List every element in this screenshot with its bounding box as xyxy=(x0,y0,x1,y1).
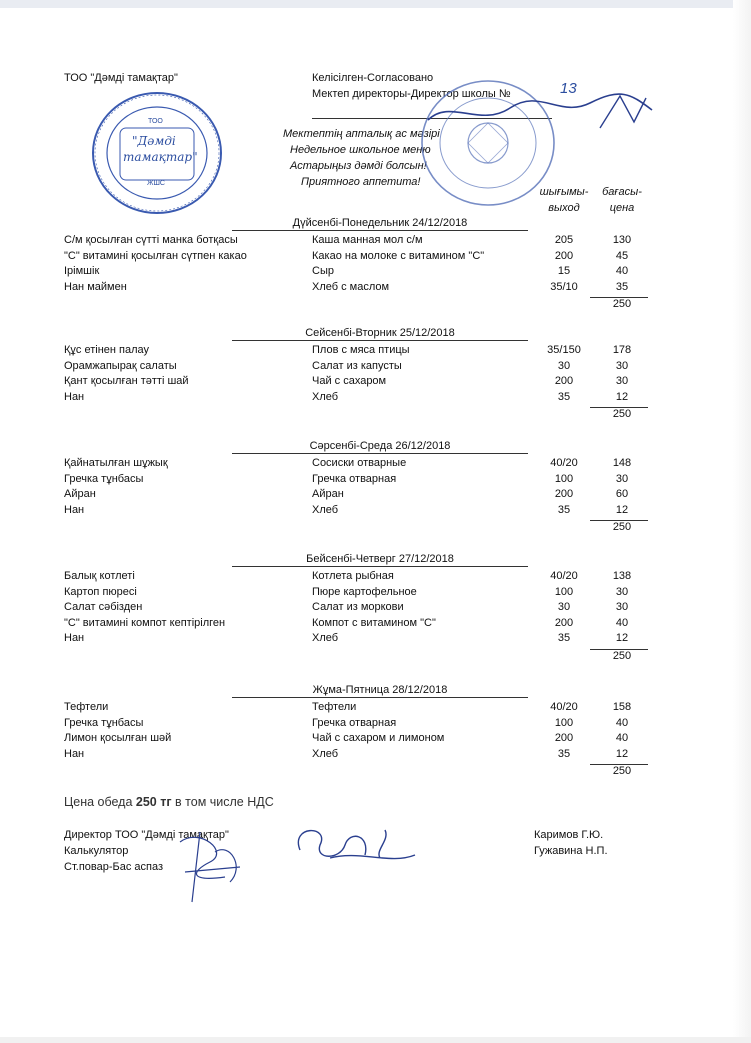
director-signature xyxy=(420,88,660,141)
price-note-bold: 250 тг xyxy=(135,795,172,809)
menu-item-kz: Нан xyxy=(64,632,85,644)
day-title: Бейсенбі-Четверг 27/12/2018 xyxy=(232,553,528,567)
menu-item-yield: 40/20 xyxy=(550,701,578,713)
menu-item-ru: Чай с сахаром xyxy=(312,375,387,387)
menu-item-yield: 200 xyxy=(554,488,574,500)
signer-director: Директор ТОО "Дәмді тамақтар" xyxy=(64,829,229,841)
menu-item-yield: 40/20 xyxy=(550,457,578,469)
menu-item-ru: Плов с мяса птицы xyxy=(312,344,410,356)
menu-item-kz: Нан xyxy=(64,503,85,516)
menu-item-price: 30 xyxy=(615,601,629,613)
menu-item-kz: Картоп пюресі xyxy=(64,585,137,598)
menu-item-yield: 35 xyxy=(557,747,571,760)
menu-item-ru: Гречка отварная xyxy=(312,716,397,729)
col-yield-kz: шығымы- xyxy=(539,186,589,198)
director-label: Мектеп директоры-Директор школы № xyxy=(312,88,511,100)
signer-cook: Ст.повар-Бас аспаз xyxy=(64,861,164,873)
menu-item-price: 45 xyxy=(615,249,629,262)
menu-item-yield: 40/20 xyxy=(550,570,578,582)
menu-item-yield: 100 xyxy=(554,472,574,485)
col-price-ru: цена xyxy=(609,202,635,214)
scan-bottom-edge xyxy=(0,1037,751,1043)
menu-item-kz: Гречка тұнбасы xyxy=(64,472,144,485)
menu-title-kz: Мектептің апталық ас мәзірі xyxy=(283,128,440,140)
menu-item-kz: Нан маймен xyxy=(64,280,127,293)
menu-item-ru: Чай с сахаром и лимоном xyxy=(312,732,445,744)
menu-item-ru: Каша манная мол с/м xyxy=(312,234,423,246)
menu-item-price: 12 xyxy=(615,632,629,644)
name-karimov: Каримов Г.Ю. xyxy=(534,829,604,841)
signer-calculator: Калькулятор xyxy=(64,845,129,857)
menu-item-price: 40 xyxy=(615,732,629,744)
day-total: 250 xyxy=(612,408,632,420)
menu-item-kz: Лимон қосылған шәй xyxy=(64,732,172,744)
stamp-name-line1: "Дәмді xyxy=(132,134,176,148)
menu-item-yield: 30 xyxy=(557,359,571,372)
menu-item-yield: 200 xyxy=(554,375,574,387)
menu-item-ru: Пюре картофельное xyxy=(312,585,417,598)
menu-item-yield: 200 xyxy=(554,732,574,744)
menu-item-yield: 205 xyxy=(554,234,574,246)
menu-item-price: 138 xyxy=(612,570,632,582)
menu-item-kz: Салат сәбізден xyxy=(64,601,143,613)
menu-item-price: 158 xyxy=(612,701,632,713)
menu-item-kz: Орамжапырақ салаты xyxy=(64,359,177,372)
menu-item-yield: 15 xyxy=(557,265,571,277)
school-number: 13 xyxy=(560,80,577,97)
menu-item-ru: Хлеб xyxy=(312,503,339,516)
menu-item-price: 40 xyxy=(615,265,629,277)
menu-item-yield: 35 xyxy=(557,390,571,403)
menu-item-price: 12 xyxy=(615,747,629,760)
menu-item-kz: Қайнатылған шұжық xyxy=(64,457,168,469)
menu-item-price: 148 xyxy=(612,457,632,469)
menu-item-yield: 35 xyxy=(557,632,571,644)
menu-item-ru: Хлеб xyxy=(312,747,339,760)
menu-item-yield: 100 xyxy=(554,585,574,598)
menu-item-ru: Хлеб с маслом xyxy=(312,280,390,293)
menu-item-ru: Салат из моркови xyxy=(312,601,404,613)
menu-item-price: 35 xyxy=(615,280,629,293)
price-note xyxy=(64,795,274,809)
menu-item-yield: 200 xyxy=(554,249,574,262)
menu-item-ru: Хлеб xyxy=(312,390,339,403)
company-stamp xyxy=(90,90,224,216)
menu-item-price: 12 xyxy=(615,503,629,516)
menu-item-ru: Компот с витамином "С" xyxy=(312,616,436,629)
menu-item-ru: Хлеб xyxy=(312,632,339,644)
stamp-name-line2: тамақтар" xyxy=(123,150,198,164)
menu-item-price: 30 xyxy=(615,375,629,387)
menu-item-yield: 35/150 xyxy=(547,344,581,356)
menu-title-ru: Недельное школьное меню xyxy=(290,144,431,156)
menu-item-kz: Құс етінен палау xyxy=(64,344,150,356)
director-company-signature xyxy=(290,820,430,878)
menu-item-ru: Котлета рыбная xyxy=(312,570,394,582)
price-note-prefix: Цена обеда xyxy=(64,795,136,809)
menu-item-price: 30 xyxy=(615,585,629,598)
menu-item-ru: Салат из капусты xyxy=(312,359,402,372)
menu-item-price: 30 xyxy=(615,359,629,372)
agreed-label: Келісілген-Согласовано xyxy=(312,72,434,84)
menu-item-ru: Сосиски отварные xyxy=(312,457,407,469)
day-total: 250 xyxy=(612,765,632,777)
menu-item-kz: Ірімшік xyxy=(64,265,100,277)
day-title: Сәрсенбі-Среда 26/12/2018 xyxy=(232,440,528,454)
day-total: 250 xyxy=(612,298,632,310)
menu-item-price: 12 xyxy=(615,390,629,403)
menu-item-kz: С/м қосылған сүтті манка ботқасы xyxy=(64,234,238,246)
menu-item-kz: Гречка тұнбасы xyxy=(64,716,144,729)
menu-item-price: 30 xyxy=(615,472,629,485)
day-total: 250 xyxy=(612,649,632,662)
menu-item-yield: 35 xyxy=(557,503,571,516)
menu-item-kz: Қант қосылған тәтті шай xyxy=(64,375,189,387)
menu-item-yield: 30 xyxy=(557,601,571,613)
col-price-kz: бағасы- xyxy=(602,186,642,198)
menu-item-price: 40 xyxy=(615,716,629,729)
menu-item-kz: Нан xyxy=(64,747,85,760)
menu-item-price: 178 xyxy=(612,344,632,356)
name-guzhavina: Гужавина Н.П. xyxy=(534,845,608,857)
menu-item-kz: "С" витамині компот кептірілген xyxy=(64,616,226,629)
wish-ru: Приятного аппетита! xyxy=(301,176,421,188)
stamp-zhshs: ЖШС xyxy=(147,180,165,187)
menu-item-yield: 200 xyxy=(554,616,574,629)
menu-item-yield: 100 xyxy=(554,716,574,729)
scan-right-edge xyxy=(733,0,751,1043)
menu-item-kz: Балық котлеті xyxy=(64,570,135,582)
price-note-suffix: в том числе НДС xyxy=(171,795,274,809)
menu-item-price: 40 xyxy=(615,616,629,629)
calculator-signature xyxy=(170,822,260,915)
col-yield-ru: выход xyxy=(548,202,580,214)
menu-item-ru: Гречка отварная xyxy=(312,472,397,485)
day-title: Сейсенбі-Вторник 25/12/2018 xyxy=(232,327,528,341)
menu-item-kz: "С" витамині қосылған сүтпен какао xyxy=(64,249,247,262)
menu-item-kz: Айран xyxy=(64,488,96,500)
scan-top-edge xyxy=(0,0,751,8)
menu-item-kz: Тефтели xyxy=(64,701,109,713)
stamp-too: ТОО xyxy=(148,118,163,125)
menu-item-ru: Сыр xyxy=(312,265,334,277)
menu-item-ru: Какао на молоке с витамином "С" xyxy=(312,249,485,262)
menu-item-kz: Нан xyxy=(64,390,85,403)
menu-item-yield: 35/10 xyxy=(550,280,578,293)
company-name: ТОО "Дәмді тамақтар" xyxy=(64,72,178,84)
wish-kz: Астарыңыз дәмді болсын! xyxy=(290,160,427,172)
day-title: Жұма-Пятница 28/12/2018 xyxy=(232,684,528,698)
menu-item-price: 60 xyxy=(615,488,629,500)
menu-item-ru: Тефтели xyxy=(312,701,357,713)
day-total: 250 xyxy=(612,521,632,533)
menu-item-ru: Айран xyxy=(312,488,344,500)
day-title: Дүйсенбі-Понедельник 24/12/2018 xyxy=(232,217,528,231)
menu-item-price: 130 xyxy=(612,234,632,246)
